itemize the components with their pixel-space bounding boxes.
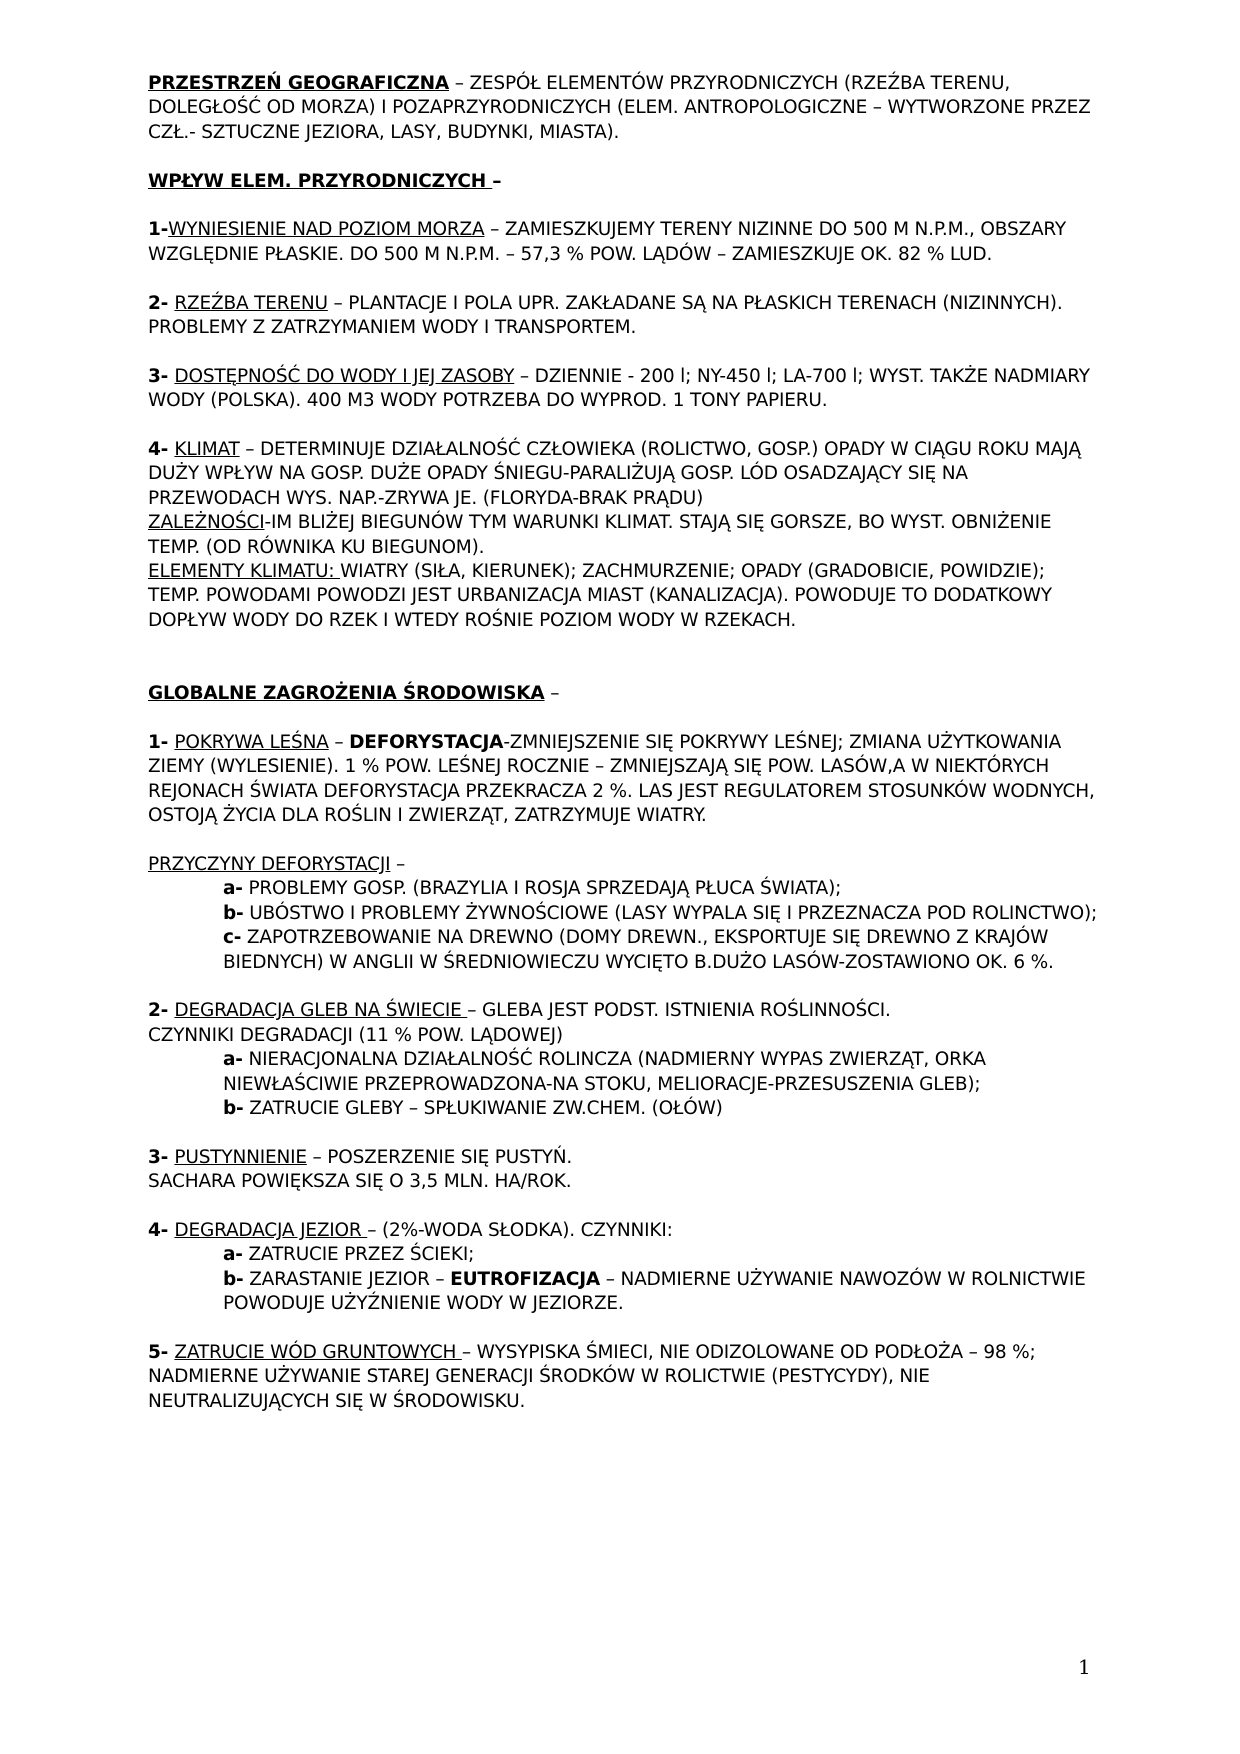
item-head: RZEŹBA TERENU: [174, 292, 328, 314]
causes-dash: –: [390, 853, 406, 875]
item-text: – POSZERZENIE SIĘ PUSTYŃ.: [306, 1146, 573, 1168]
list-text: – NADMIERNE UŻYWANIE NAWOZÓW W ROLNICTWIE POWODUJE UŻYŹNIENIE WODY W JEZIORZE.: [223, 1268, 1086, 1315]
item-text: -ZMNIEJSZENIE SIĘ POKRYWY LEŚNEJ; ZMIANA UŻYTKOWANIA ZIEMY (WYLESIENIE). 1 % POW. LEŚNEJ ROCZNIE – ZMNIEJSZAJĄ SIĘ POW. LASÓW,A W NIEKTÓRYCH REJONACH ŚWIATA DEFORYSTACJA PRZEKRACZA 2 %. LAS JEST REGULATOREM STOSUNKÓW WODNYCH, OSTOJĄ ŻYCIA DLA ROŚLIN I ZWIERZĄT, ZATRZYMUJE WIATRY.: [148, 731, 1095, 827]
list-text: ZATRUCIE PRZEZ ŚCIEKI;: [242, 1244, 475, 1266]
dependencies-head: ZALEŻNOŚCI: [148, 512, 265, 534]
item-climate: [148, 438, 1098, 633]
list-letter: b-: [223, 1097, 244, 1119]
intro-title: PRZESTRZEŃ GEOGRAFICZNA: [148, 73, 450, 94]
section2-heading: [148, 682, 1098, 706]
item-lakes: [148, 1219, 1098, 1243]
section1-title: WPŁYW ELEM. PRZYRODNICZYCH: [148, 170, 493, 192]
dependencies-text: -IM BLIŻEJ BIEGUNÓW TYM WARUNKI KLIMAT. STAJĄ SIĘ GORSZE, BO WYST. OBNIŻENIE TEMP. (OD RÓWNIKA KU BIEGUNOM).: [148, 512, 1052, 558]
list-text: ZARASTANIE JEZIOR –: [243, 1268, 451, 1290]
item-soil: [148, 999, 1098, 1023]
item-number: 3-: [148, 365, 175, 387]
deforestation-causes-heading: [148, 853, 1098, 877]
item-number: 5-: [148, 1341, 175, 1363]
item-water: [148, 365, 1098, 414]
intro-paragraph: [148, 72, 1098, 145]
item-relief: [148, 292, 1098, 341]
section1-dash: –: [492, 170, 502, 192]
list-letter: b-: [223, 902, 244, 924]
item-number: 1-: [148, 219, 169, 241]
item-text: – (2%-WODA SŁODKA). CZYNNIKI:: [367, 1219, 673, 1241]
climate-elements-text: WIATRY (SIŁA, KIERUNEK); ZACHMURZENIE; OPADY (GRADOBICIE, POWIDZIE); TEMP. POWODAMI POWODZI JEST URBANIZACJA MIAST (KANALIZACJA). POWODUJE TO DODATKOWY DOPŁYW WODY DO RZEK I WTEDY ROŚNIE POZIOM WODY W RZEKACH.: [148, 561, 1052, 631]
item-text: – WYSYPISKA ŚMIECI, NIE ODIZOLOWANE OD PODŁOŻA – 98 %; NADMIERNE UŻYWANIE STAREJ GENERACJI ŚRODKÓW W ROLICTWIE (PESTYCYDY), NIE NEUTRALIZUJĄCYCH SIĘ W ŚRODOWISKU.: [148, 1341, 1036, 1412]
cause-b: [148, 902, 1098, 926]
item-head: DOSTĘPNOŚĆ DO WODY I JEJ ZASOBY: [174, 365, 515, 387]
item-head: ZATRUCIE WÓD GRUNTOWYCH: [174, 1341, 462, 1363]
section1-heading: [148, 170, 1098, 194]
item-number: 4-: [148, 1219, 175, 1241]
item-head: WYNIESIENIE NAD POZIOM MORZA: [168, 219, 485, 241]
item-head: DEGRADACJA GLEB NA ŚWIECIE: [174, 1000, 468, 1022]
deforestation-term: DEFORYSTACJA: [349, 731, 504, 753]
soil-factor-a: [148, 1048, 1098, 1097]
item-groundwater: [148, 1341, 1098, 1414]
intro-text: – ZESPÓŁ ELEMENTÓW PRZYRODNICZYCH (RZEŹBA TERENU, DOLEGŁOŚĆ OD MORZA) I POZAPRZYRODNICZYCH (ELEM. ANTROPOLOGICZNE – WYTWORZONE PRZEZ CZŁ.- SZTUCZNE JEZIORA, LASY, BUDYNKI, MIASTA).: [148, 73, 1091, 143]
item-forest: [148, 731, 1098, 829]
item-number: 1-: [148, 731, 175, 753]
document-page: [148, 72, 1098, 1414]
item-number: 3-: [148, 1146, 175, 1168]
item-desertification: [148, 1146, 1098, 1170]
item-head: PUSTYNNIENIE: [174, 1146, 307, 1168]
item-text: – DETERMINUJE DZIAŁALNOŚĆ CZŁOWIEKA (ROLICTWO, GOSP.) OPADY W CIĄGU ROKU MAJĄ DUŻY WPŁYW NA GOSP. DUŻE OPADY ŚNIEGU-PARALIŻUJĄ GOSP. LÓD OSADZAJĄCY SIĘ NA PRZEWODACH WYS. NAP.-ZRYWA JE. (FLORYDA-BRAK PRĄDU): [148, 439, 1081, 509]
sahara-line: SACHARA POWIĘKSZA SIĘ O 3,5 MLN. HA/ROK.: [148, 1171, 572, 1193]
list-text: NIERACJONALNA DZIAŁALNOŚĆ ROLINCZA (NADMIERNY WYPAS ZWIERZĄT, ORKA NIEWŁAŚCIWIE PRZEPROWADZONA-NA STOKU, MELIORACJE-PRZESUSZENIA GLEB);: [223, 1049, 986, 1095]
list-text: PROBLEMY GOSP. (BRAZYLIA I ROSJA SPRZEDAJĄ PŁUCA ŚWIATA);: [242, 878, 842, 900]
eutrophication-term: EUTROFIZACJA: [450, 1268, 601, 1290]
item-number: 2-: [148, 292, 175, 314]
separator: –: [328, 731, 350, 753]
item-number: 4-: [148, 439, 175, 461]
list-letter: a-: [223, 1049, 243, 1071]
list-letter: a-: [223, 878, 243, 900]
page-number: 1: [1078, 1655, 1091, 1679]
causes-head: PRZYCZYNY DEFORYSTACJI: [148, 853, 391, 875]
item-text: – ZAMIESZKUJEMY TERENY NIZINNE DO 500 M N.P.M., OBSZARY WZGLĘDNIE PŁASKIE. DO 500 M N.P.M. – 57,3 % POW. LĄDÓW – ZAMIESZKUJE OK. 82 % LUD.: [148, 219, 1066, 265]
cause-c: [148, 926, 1098, 975]
item-text: – PLANTACJE I POLA UPR. ZAKŁADANE SĄ NA PŁASKICH TERENACH (NIZINNYCH). PROBLEMY Z ZATRZYMANIEM WODY I TRANSPORTEM.: [148, 292, 1063, 339]
item-number: 2-: [148, 1000, 175, 1022]
section2-dash: –: [544, 683, 560, 705]
item-head: KLIMAT: [174, 439, 240, 461]
lake-factor-a: [148, 1243, 1098, 1267]
list-text: UBÓSTWO I PROBLEMY ŻYWNOŚCIOWE (LASY WYPALA SIĘ I PRZEZNACZA POD ROLINCTWO);: [243, 902, 1098, 924]
list-letter: b-: [223, 1268, 244, 1290]
item-text: – DZIENNIE - 200 l; NY-450 l; LA-700 l; WYST. TAKŻE NADMIARY WODY (POLSKA). 400 M3 WODY POTRZEBA DO WYPROD. 1 TONY PAPIERU.: [148, 365, 1090, 412]
lake-factor-b: [148, 1268, 1098, 1317]
soil-factors-line: CZYNNIKI DEGRADACJI (11 % POW. LĄDOWEJ): [148, 1024, 563, 1046]
item-head: POKRYWA LEŚNA: [174, 731, 329, 753]
soil-factor-b: [148, 1097, 1098, 1121]
list-letter: a-: [223, 1244, 243, 1266]
climate-elements-head: ELEMENTY KLIMATU:: [148, 561, 341, 583]
cause-a: [148, 877, 1098, 901]
item-elevation: [148, 218, 1098, 267]
item-head: DEGRADACJA JEZIOR: [174, 1219, 368, 1241]
list-text: ZAPOTRZEBOWANIE NA DREWNO (DOMY DREWN., EKSPORTUJE SIĘ DREWNO Z KRAJÓW BIEDNYCH) W ANGLII W ŚREDNIOWIECZU WYCIĘTO B.DUŻO LASÓW-ZOSTAWIONO OK. 6 %.: [223, 927, 1054, 973]
list-letter: c-: [223, 927, 242, 949]
list-text: ZATRUCIE GLEBY – SPŁUKIWANIE ZW.CHEM. (OŁÓW): [243, 1097, 723, 1119]
section2-title: GLOBALNE ZAGROŻENIA ŚRODOWISKA: [148, 683, 545, 705]
item-text: – GLEBA JEST PODST. ISTNIENIA ROŚLINNOŚCI.: [467, 1000, 891, 1022]
